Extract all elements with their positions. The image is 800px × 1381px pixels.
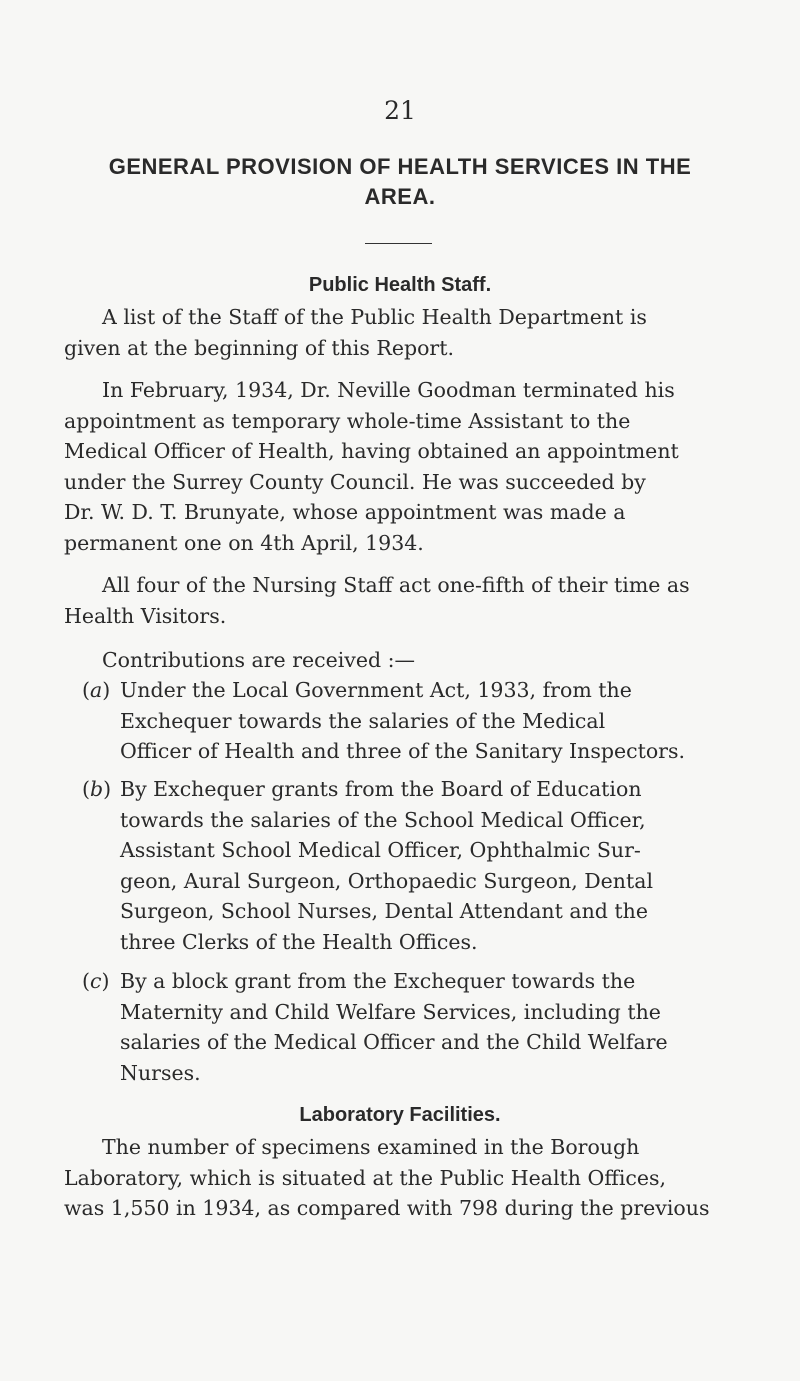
- contributions-intro: [64, 645, 734, 676]
- text-line: given at the beginning of this Report.: [64, 335, 454, 360]
- text-line: Medical Officer of Health, having obtained an appointment: [64, 439, 679, 463]
- divider-rule: [365, 243, 432, 244]
- text-line: Nurses.: [120, 1060, 201, 1085]
- text-line: By a block grant from the Exchequer towards the: [120, 969, 636, 993]
- paragraph-staff-list: [64, 302, 734, 363]
- list-marker: (a): [82, 678, 111, 702]
- text-line: towards the salaries of the School Medical Officer,: [120, 807, 646, 832]
- text-line: A list of the Staff of the Public Health Department is: [102, 305, 647, 329]
- text-line: Health Visitors.: [64, 603, 227, 628]
- text-line: All four of the Nursing Staff act one-fifth of their time as: [102, 573, 690, 597]
- text-line: Maternity and Child Welfare Services, including the: [120, 999, 661, 1024]
- text-line: Laboratory, which is situated at the Public Health Offices,: [64, 1165, 667, 1190]
- text-line: Assistant School Medical Officer, Ophthalmic Sur-: [120, 838, 641, 862]
- text-line: permanent one on 4th April, 1934.: [64, 530, 424, 555]
- paragraph-laboratory: [64, 1132, 734, 1224]
- heading-laboratory-facilities: Laboratory Facilities.: [299, 1104, 501, 1126]
- text-line: three Clerks of the Health Offices.: [120, 929, 478, 954]
- text-line: Exchequer towards the salaries of the Medical: [120, 708, 606, 733]
- page-title-line-1: GENERAL PROVISION OF HEALTH SERVICES IN THE: [108, 154, 692, 179]
- text-line: In February, 1934, Dr. Neville Goodman terminated his: [102, 378, 675, 402]
- paragraph-appointment: [64, 375, 734, 558]
- text-line: Contributions are received :—: [102, 648, 416, 672]
- page-title: [60, 152, 740, 212]
- page-number: 21: [384, 96, 416, 125]
- text-line: Dr. W. D. T. Brunyate, whose appointment was made a: [64, 500, 626, 524]
- paragraph-nursing-staff: [64, 570, 734, 631]
- list-marker: (b): [82, 777, 112, 801]
- text-line: By Exchequer grants from the Board of Education: [120, 777, 642, 801]
- text-line: The number of specimens examined in the Borough: [102, 1135, 640, 1159]
- text-line: Surgeon, School Nurses, Dental Attendant and the: [120, 899, 649, 923]
- text-line: geon, Aural Surgeon, Orthopaedic Surgeon, Dental: [120, 868, 654, 893]
- text-line: Officer of Health and three of the Sanitary Inspectors.: [120, 739, 686, 763]
- list-marker: (c): [82, 969, 110, 993]
- text-line: was 1,550 in 1934, as compared with 798 during the previous: [64, 1196, 710, 1220]
- text-line: appointment as temporary whole-time Assistant to the: [64, 408, 631, 433]
- heading-public-health-staff: Public Health Staff.: [308, 274, 492, 296]
- text-line: under the Surrey County Council. He was succeeded by: [64, 469, 646, 494]
- page-title-line-2: AREA.: [364, 184, 436, 209]
- text-line: salaries of the Medical Officer and the Child Welfare: [120, 1030, 668, 1054]
- text-line: Under the Local Government Act, 1933, from the: [120, 678, 632, 702]
